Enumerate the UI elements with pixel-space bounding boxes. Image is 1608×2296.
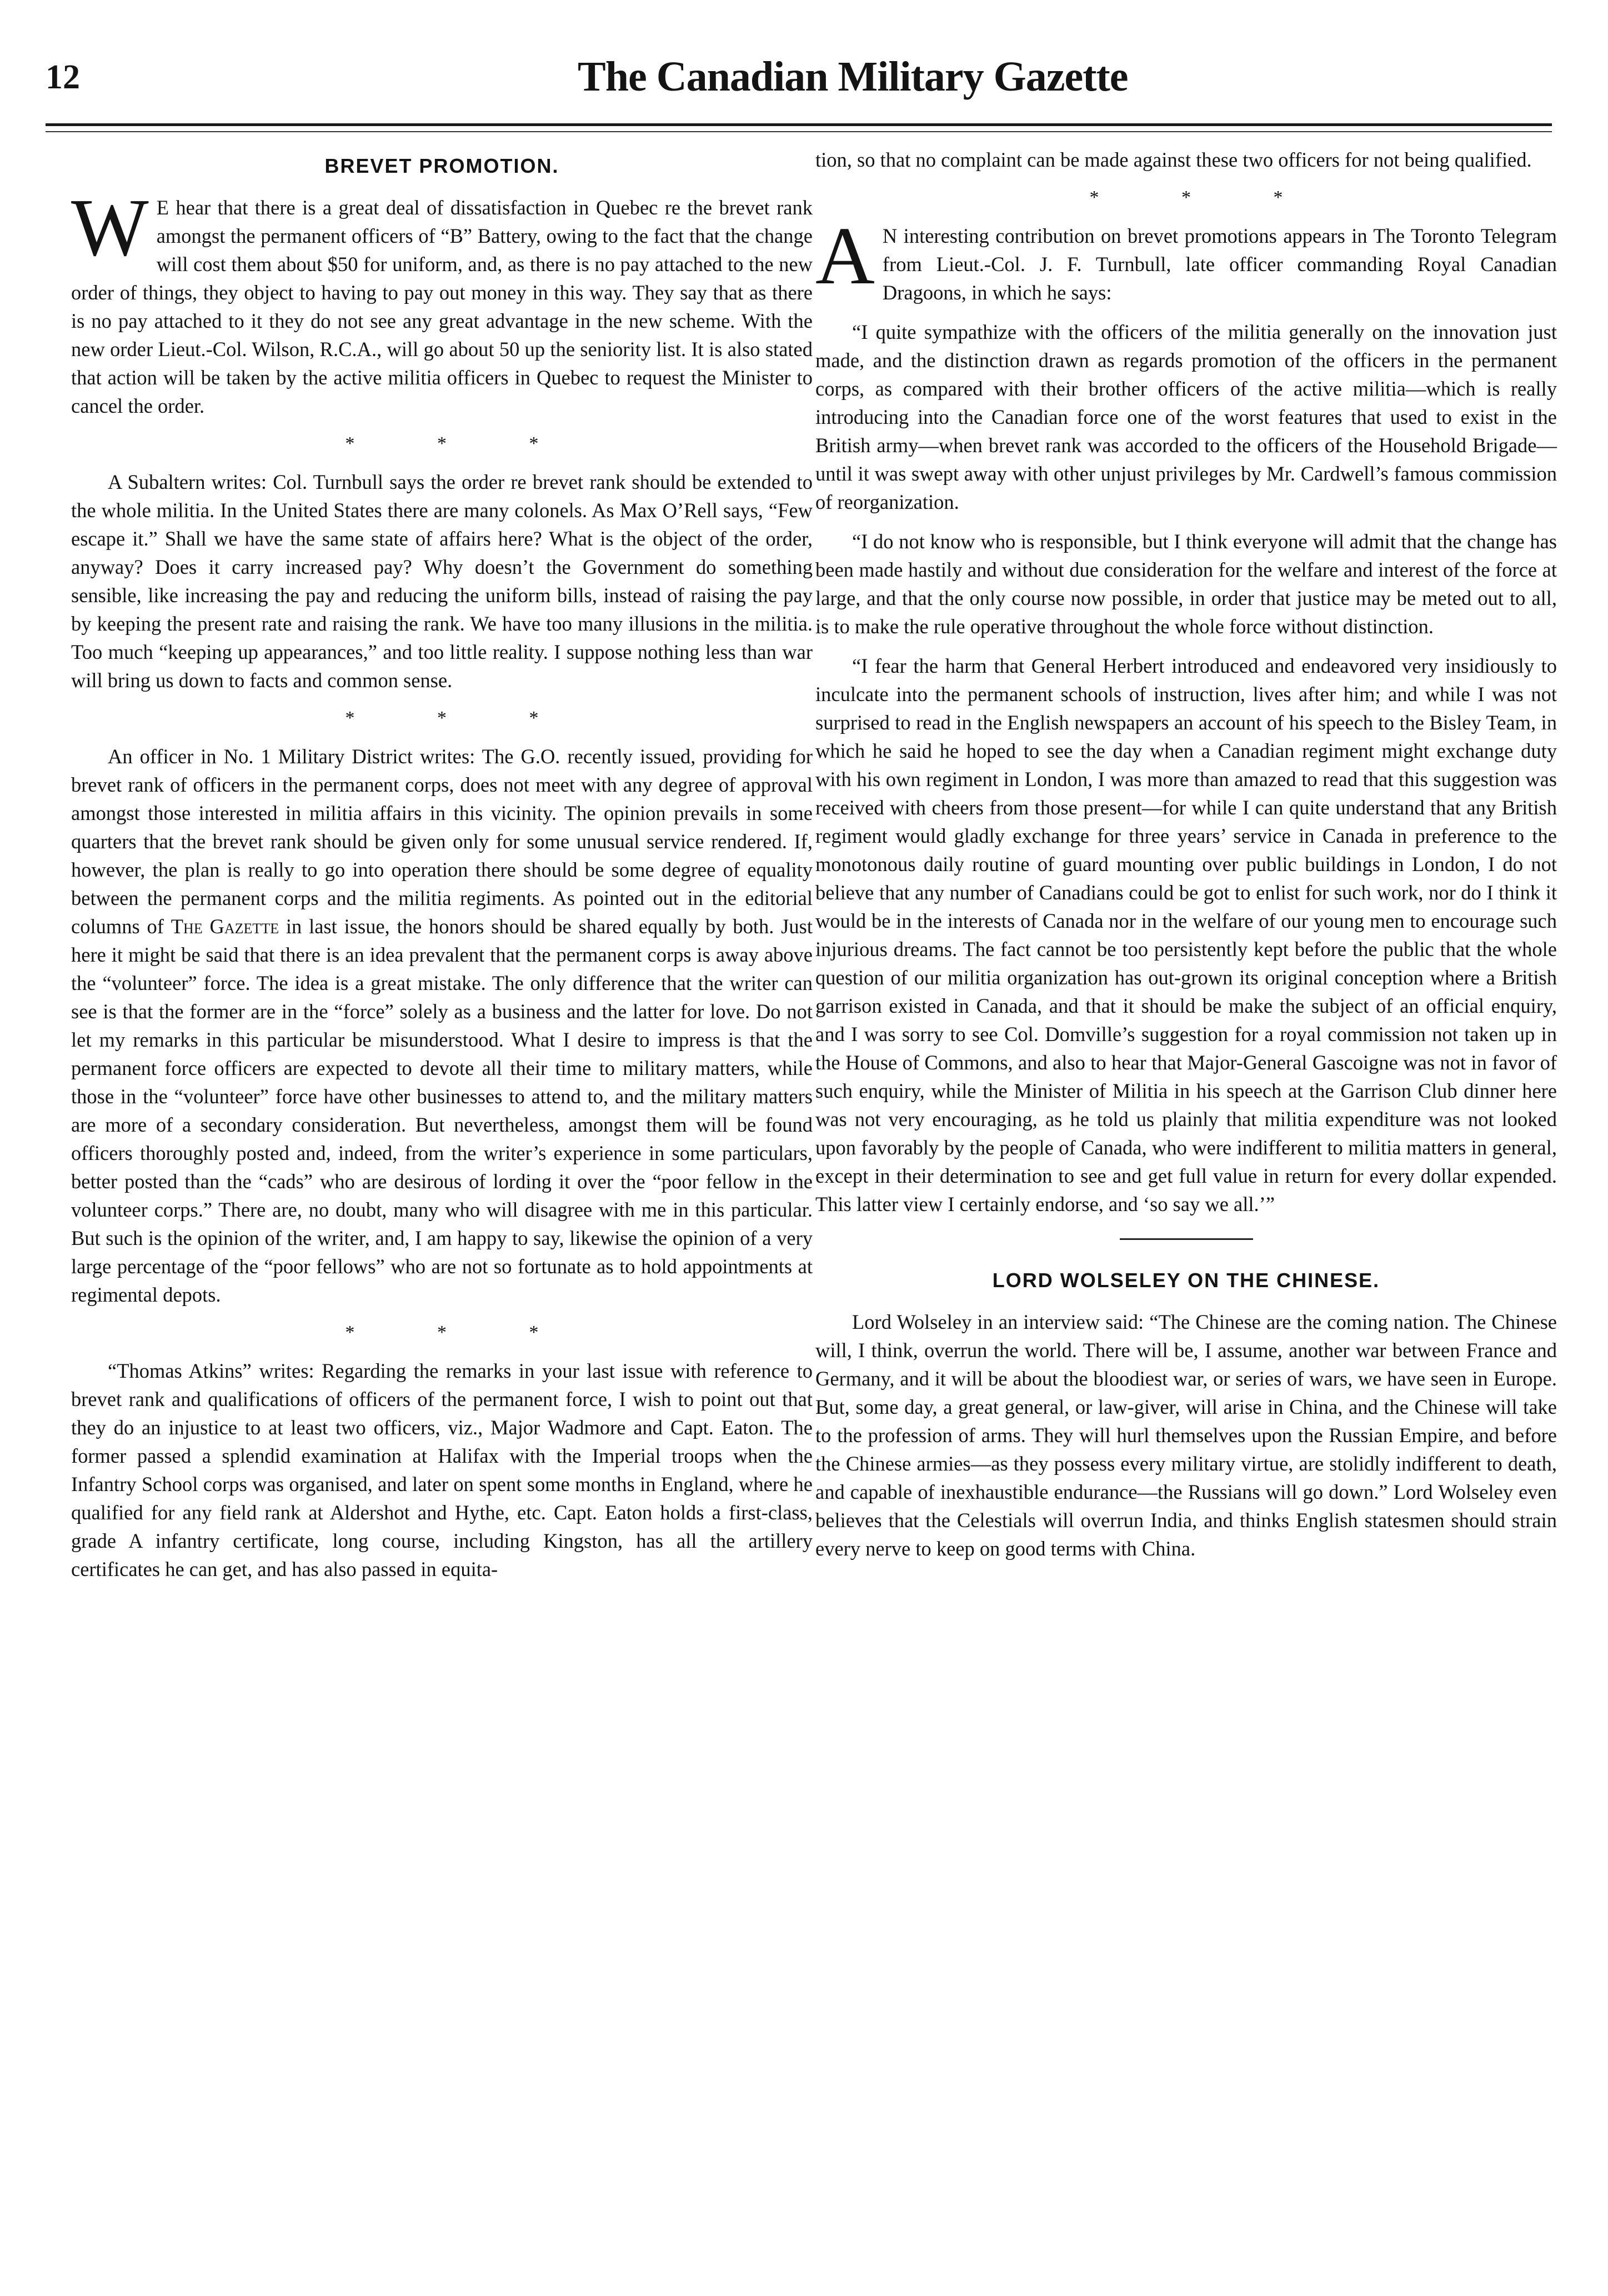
page-header [0,0,1608,156]
quoted-paragraph: “I fear the harm that General Herbert introduced and endeavored very insidiously to inculcate into the permanent schools of instruction, lives after him; and while I was not surprised to read in the English newspapers an account of his speech to the Bisley Team, in which he said he hoped to see the day when a Canadian regiment might exchange duty with his own regiment in London, I was more than amazed to read that this suggestion was received with cheers from those present—for while I can quite understand that any British regiment would gladly exchange for three years’ service in Canada in preference to the monotonous daily routine of guard mounting over public buildings in London, I do not believe that any number of Canadians could be got to enlist for such work, nor do I think it would be in the interests of Canada nor in the welfare of our young men to encourage such injurious dreams. The fact cannot be too persistently kept before the public that the whole question of our militia organization has out-grown its original conception where a British garrison existed in Canada, and that it should be make the subject of an official enquiry, and I was sorry to see Col. Domville’s suggestion for a royal commission not taken up in the House of Commons, and also to hear that Major-General Gascoigne was not in favor of such enquiry, while the Minister of Militia in his speech at the Garrison Club dinner here was not very encouraging, as he told us plainly that militia expenditure was not looked upon favorably by the people of Canada, who were indifferent to militia matters in general, except in their determination to see and get full value in return for every dollar expended. This latter view I certainly endorse, and ‘so say we all.’” [815,654,1557,1215]
page-number: 12 [46,58,80,96]
gazette-name: The Gazette [171,915,279,938]
right-column [815,146,1557,1574]
section-heading-lord-wolseley: LORD WOLSELEY ON THE CHINESE. [992,1269,1380,1292]
section-separator: * * * [345,433,578,454]
continued-paragraph: tion, so that no complaint can be made against these two officers for not being qualified. [815,148,1532,171]
text-run: in last issue, the honors should be shared equally by both. Just here it might be said that there is an idea prevalent that the permanent corps is away above the “volunteer” force. The idea is a great mistake. The only difference that the writer can see is that the former are in the “force” solely as a business and the latter for love. Do not let my remarks in this particular be misunderstood. What I desire to impress is that the permanent force officers are expected to devote all their time to military matters, while those in the “volunteer” force have other businesses to attend to, and the military matters are more of a secondary consideration. But nevertheless, amongst them will be found officers thoroughly posted and, indeed, from the writer’s experience in some particulars, better posted than the “cads” who are desirous of lording it over the “poor fellow in the volunteer corps.” There are, no doubt, many who will disagree with me in this particular. But such is the opinion of the writer, and, I am happy to say, likewise the opinion of a very large percentage of the “poor fellows” who are not so fortunate as to hold appointments at regimental depots. [71,915,813,1306]
letter-thomas-atkins: “Thomas Atkins” writes: Regarding the remarks in your last issue with reference to brevet rank and qualifications of officers of the permanent force, I wish to point out that they do an injustice to at least two officers, viz., Major Wadmore and Capt. Eaton. The former passed a splendid examination at Halifax with the Imperial troops when the Infantry School corps was organised, and later on spent some months in England, where he qualified for any field rank at Aldershot and Hythe, etc. Capt. Eaton holds a first-class, grade A infantry certificate, long course, including Kingston, has all the artillery certificates he can get, and has also passed in equita- [71,1359,813,1580]
section-separator: * * * [345,1322,578,1343]
letter-subaltern: A Subaltern writes: Col. Turnbull says the order re brevet rank should be extended to the whole militia. In the United States there are many colonels. As Max O’Rell says, “Few escape it.” Shall we have the same state of affairs here? What is the object of the order, anyway? Does it carry increased pay? Why doesn’t the Government do something sensible, like increasing the pay and reducing the uniform bills, instead of raising the pay by keeping the present rate and raising the rank. We have too many illusions in the militia. Too much “keeping up appearances,” and too little reality. I suppose nothing less than war will bring us down to facts and common sense. [71,471,813,692]
masthead-title: The Canadian Military Gazette [578,53,1128,100]
left-column [71,146,813,1594]
article-paragraph: Lord Wolseley in an interview said: “The Chinese are the coming nation. The Chinese will, I think, overrun the world. There will be, I assume, another war between France and Germany, and it will be about the bloodiest war, or series of wars, we have seen in Europe. But, some day, a great general, or law-giver, will arise in China, and the Chinese will take to the profession of arms. They will hurl themselves upon the Russian Empire, and before the Chinese armies—as they possess every military virtue, are stolidly indifferent to death, and capable of inexhaustible endurance—the Russians will go down.” Lord Wolseley even believes that the Celestials will overrun India, and thinks English statesmen should strain every nerve to keep on good terms with China. [815,1310,1557,1560]
section-heading-brevet-promotion: BREVET PROMOTION. [324,154,559,177]
letter-military-district [71,742,813,1309]
section-separator: * * * [345,708,578,728]
section-divider [1120,1238,1253,1240]
header-rule-thin [46,131,1552,132]
header-rule [46,123,1552,126]
quoted-paragraph: “I do not know who is responsible, but I think everyone will admit that the change has been made hastily and without due consideration for the welfare and interest of the force at large, and that the only course now possible, in order that justice may be meted out to all, is to make the rule operative throughout the whole force without distinction. [815,530,1557,638]
article-paragraph: AN interesting contribution on brevet promotions appears in The Toronto Telegram from Lieut.-Col. J. F. Turnbull, late officer commanding Royal Canadian Dragoons, in which he says: [815,211,1557,304]
quoted-paragraph: “I quite sympathize with the officers of the militia generally on the innovation just made, and the distinction drawn as regards promotion of the officers in the permanent corps, as compared with their brother officers of the active militia—which is really introducing into the Canadian force one of the worst features that used to exist in the British army—when brevet rank was accorded to the officers of the Household Brigade—until it was swept away with other unjust privileges by Mr. Cardwell’s famous commission of reorganization. [815,321,1557,513]
article-paragraph: WE hear that there is a great deal of dissatisfaction in Quebec re the brevet rank amongst the permanent officers of “B” Battery, owing to the fact that the change will cost them about $50 for uniform, and, as there is no pay attached to the new order of things, they object to having to pay out money in this way. They say that as there is no pay attached to it they do not see any great advantage in the new scheme. With the new order Lieut.-Col. Wilson, R.C.A., will go about 50 up the seniority list. It is also stated that action will be taken by the active militia officers in Quebec to request the Minister to cancel the order. [71,182,813,417]
text-run: An officer in No. 1 Military District writes: The G.O. recently issued, providing for brevet rank of officers in the permanent corps, does not meet with any degree of approval amongst those interested in militia affairs in this vicinity. The opinion prevails in some quarters that the brevet rank should be given only for some unusual service rendered. If, however, the plan is really to go into operation there should be some degree of equality between the permanent corps and the militia regiments. As pointed out in the editorial columns of [71,745,813,938]
section-separator: * * * [1089,187,1322,208]
